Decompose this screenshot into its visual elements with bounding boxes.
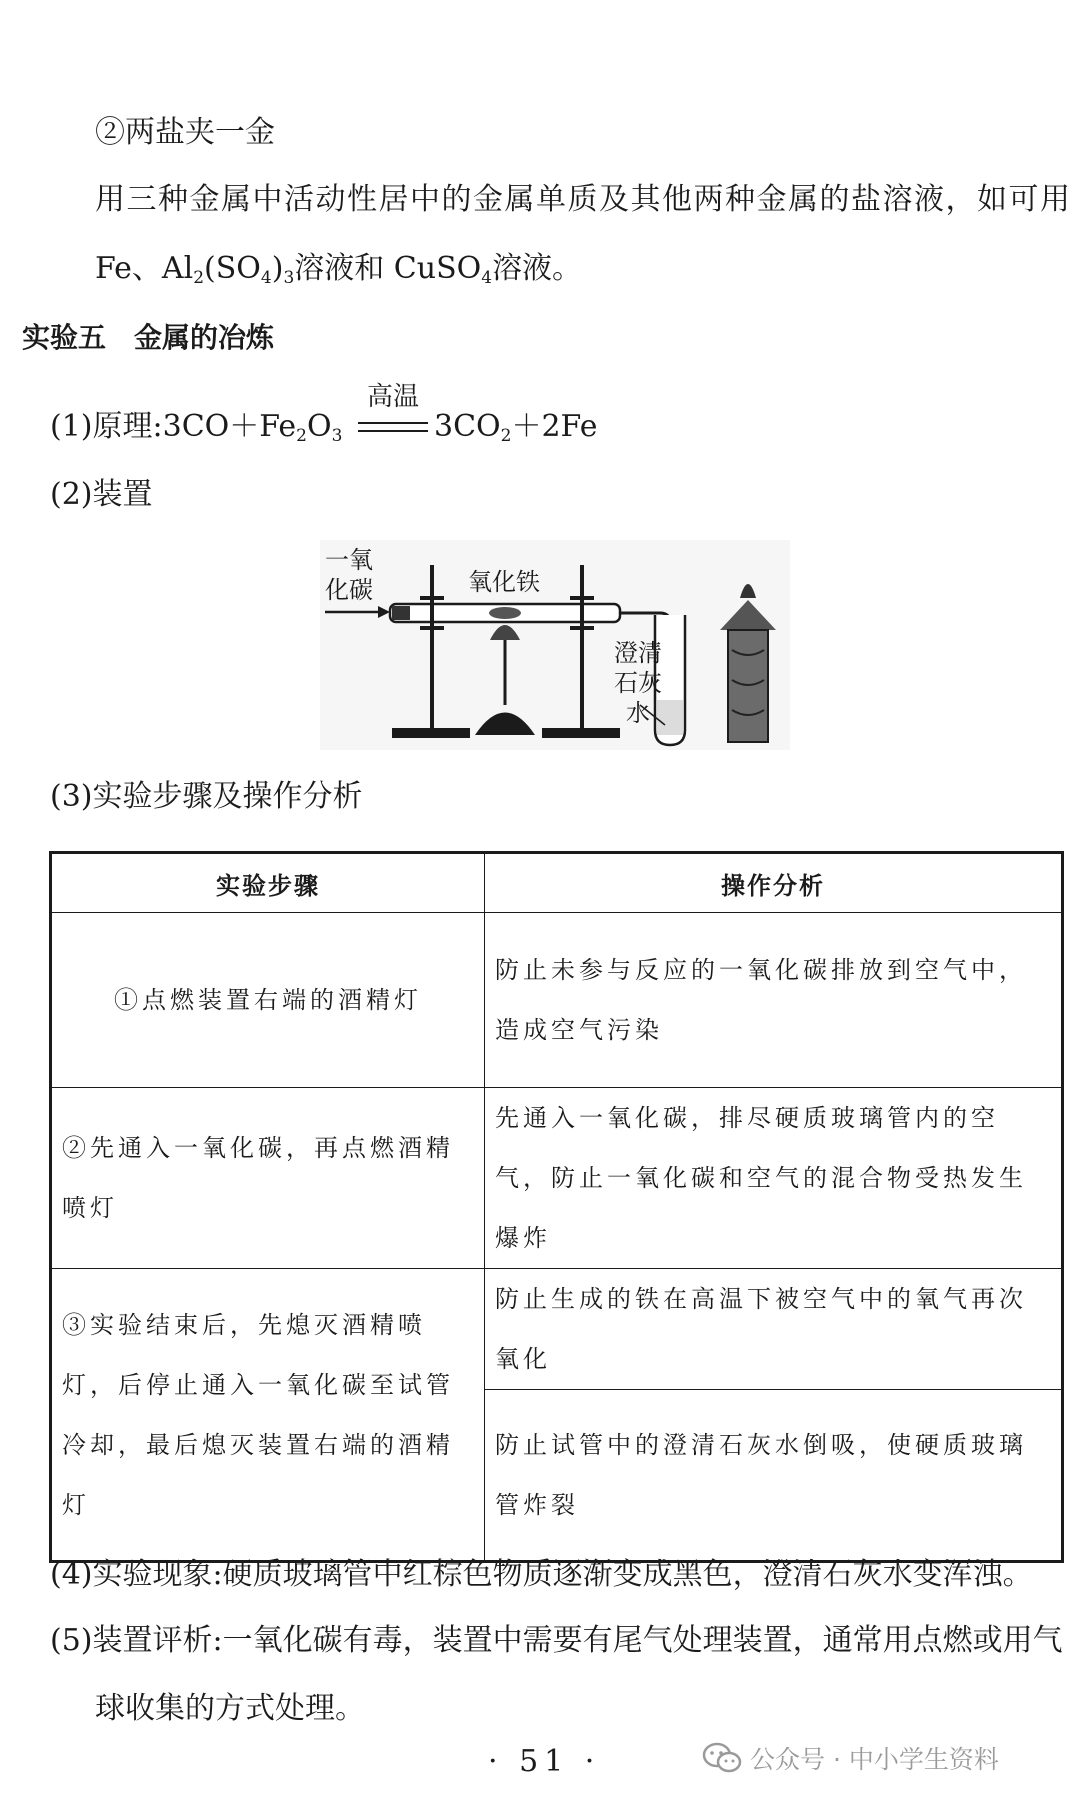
label-co [325,545,373,605]
label-limewater-line2: 石灰 [614,669,662,697]
header-step: 实验步骤 [51,853,485,913]
text-fragment: 溶液。 [492,251,583,286]
evaluation-line: (5)装置评析:一氧化碳有毒，装置中需要有尾气处理装置，通常用点燃或用气 [50,1623,1063,1658]
analysis-cell: 防止生成的铁在高温下被空气中的氧气再次氧化 [485,1269,1063,1390]
subscript: 2 [500,426,512,446]
text-fragment: ) [271,251,284,286]
stopper-left [392,606,410,620]
device-label: (2)装置 [50,477,153,512]
reaction-equation [50,382,598,446]
subscript: 3 [283,268,295,288]
section-heading: 实验五 金属的冶炼 [22,321,275,354]
step-cell: ②先通入一氧化碳，再点燃酒精喷灯 [51,1088,485,1269]
steps-table [49,851,1064,1563]
label-iron-oxide: 氧化铁 [468,568,540,596]
phenomenon-text: (4)实验现象:硬质玻璃管中红棕色物质逐渐变成黑色，澄清石灰水变浑浊。 [50,1557,1033,1592]
label-limewater-line1: 澄清 [614,639,662,667]
label-limewater-line3: 水 [626,699,650,727]
table-row [51,913,1063,1088]
reaction-condition: 高温 [366,382,419,412]
subscript: 2 [193,268,205,288]
label-co-line1: 一氧 [325,546,373,574]
steps-title: (3)实验步骤及操作分析 [50,779,363,814]
subscript: 3 [331,426,343,446]
apparatus-diagram [320,540,790,750]
reaction-arrow [358,382,428,438]
watermark-text: 公众号 · 中小学生资料 [750,1745,999,1774]
subscript: 4 [260,268,272,288]
label-limewater [614,638,662,728]
figure-background [320,540,790,750]
equation-product: 3CO [433,409,501,444]
stand-base-left [392,728,470,738]
subscript: 4 [481,268,493,288]
text-fragment: 溶液和 CuSO [294,251,482,286]
paragraph-line: 用三种金属中活动性居中的金属单质及其他两种金属的盐溶液，如可用 [95,182,1072,217]
equation-reactants: (1)原理:3CO＋Fe [50,409,297,444]
subsection-title: ②两盐夹一金 [95,115,275,150]
table-header-row [51,853,1063,913]
stand-base-right [542,728,620,738]
wechat-icon [702,1742,742,1774]
text-fragment: (SO [204,251,261,286]
watermark [702,1740,999,1776]
text-fragment: Fe、Al [95,251,194,286]
double-line-sign [358,422,428,432]
evaluation-line: 球收集的方式处理。 [95,1691,365,1726]
analysis-cell: 先通入一氧化碳，排尽硬质玻璃管内的空气，防止一氧化碳和空气的混合物受热发生爆炸 [485,1088,1063,1269]
subscript: 2 [296,426,307,446]
header-analysis: 操作分析 [485,853,1063,913]
table-row [51,1269,1063,1390]
iron-oxide-sample [489,607,521,619]
paragraph-line-formula [95,252,582,286]
label-co-line2: 化碳 [325,576,373,604]
analysis-cell: 防止试管中的澄清石灰水倒吸，使硬质玻璃管炸裂 [485,1390,1063,1562]
step-cell: ①点燃装置右端的酒精灯 [51,913,485,1088]
step-cell: ③实验结束后，先熄灭酒精喷灯，后停止通入一氧化碳至试管冷却，最后熄灭装置右端的酒精灯 [51,1269,485,1562]
text-fragment: ＋2Fe [511,409,598,444]
table-row [51,1088,1063,1269]
analysis-cell: 防止未参与反应的一氧化碳排放到空气中，造成空气污染 [485,913,1063,1088]
text-fragment: O [307,409,332,444]
page-number: · 51 · [488,1744,601,1779]
